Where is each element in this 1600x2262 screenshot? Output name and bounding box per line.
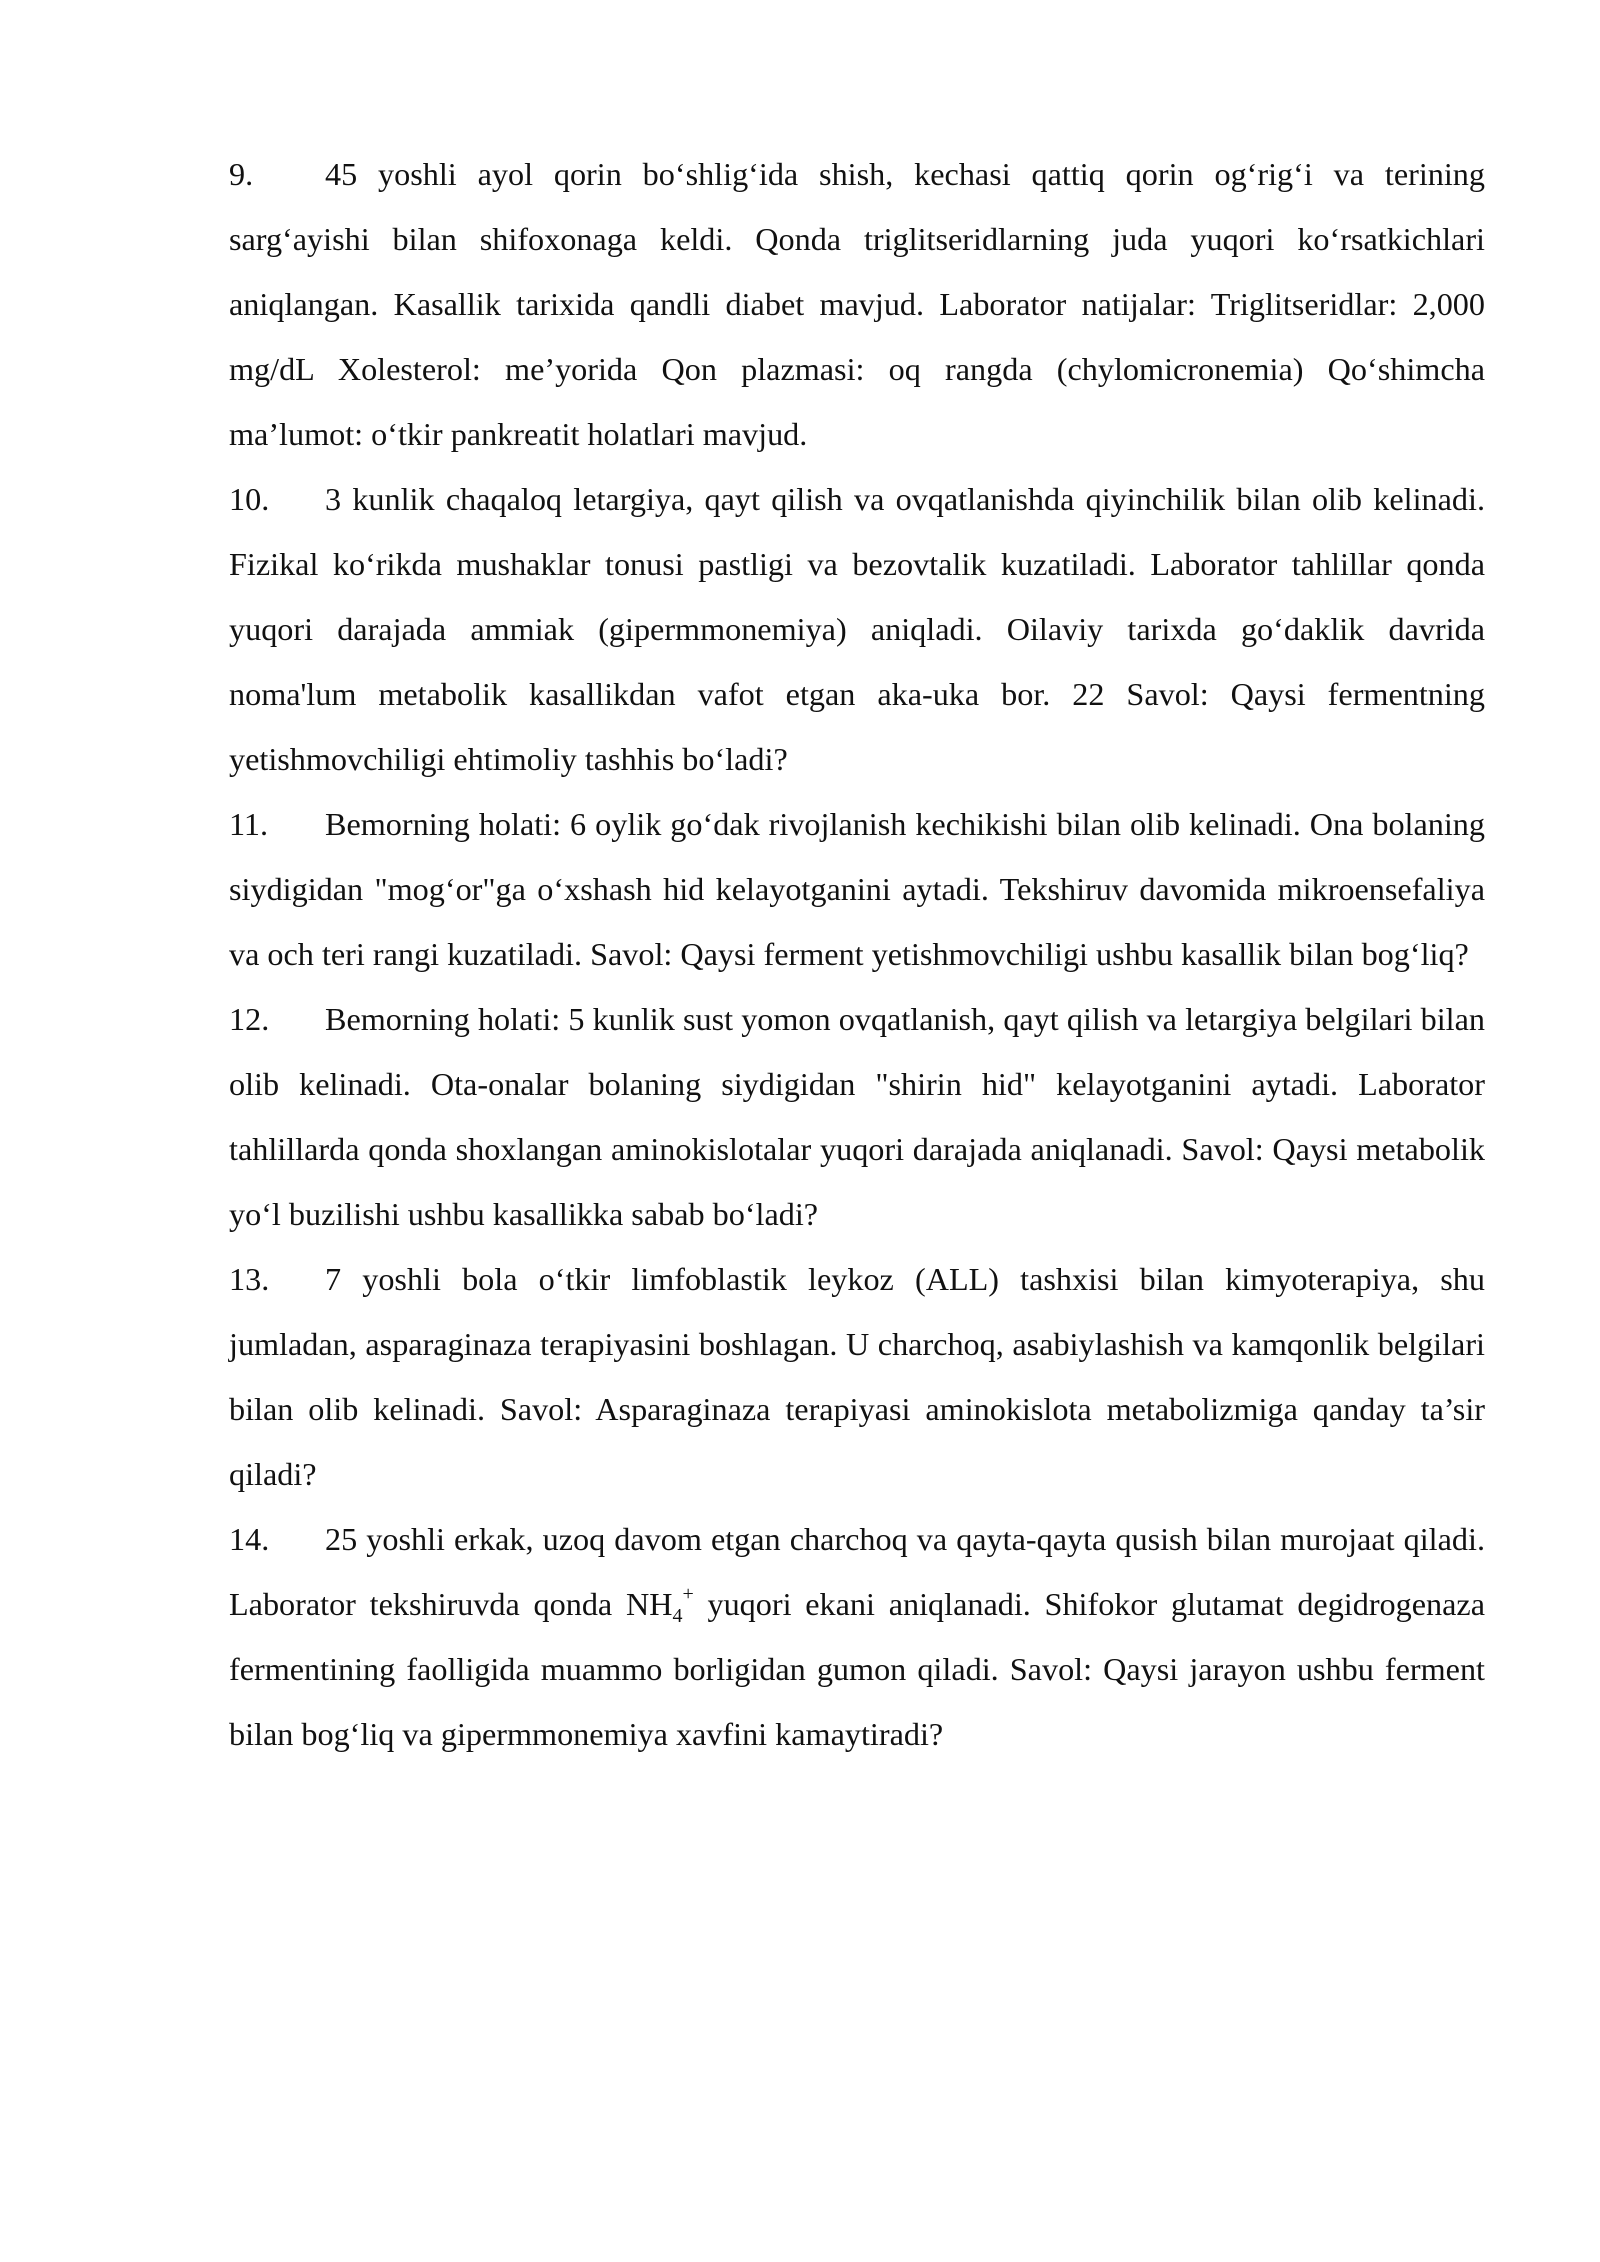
question-text: 3 kunlik chaqaloq letargiya, qayt qilish va ovqatlanishda qiyinchilik bilan olib kelinadi. Fizikal ko‘rikda mushaklar tonusi pastligi va bezovtalik kuzatiladi. Laborator tahlillar qonda yuqori darajada ammiak (gipermmonemiya) aniqladi. Oilaviy tarixda go‘daklik davrida noma'lum metabolik kasallikdan vafot etgan aka-uka bor. 22 Savol: Qaysi fermentning yetishmovchiligi ehtimoliy tashhis bo‘ladi? — [229, 481, 1485, 777]
question-number: 12. — [229, 1001, 270, 1037]
question-number: 9. — [229, 156, 254, 192]
question-text: Bemorning holati: 5 kunlik sust yomon ovqatlanish, qayt qilish va letargiya belgilari bilan olib kelinadi. Ota-onalar bolaning siydigidan "shirin hid" kelayotganini aytadi. Laborator tahlillarda qonda shoxlangan aminokislotalar yuqori darajada aniqlanadi. Savol: Qaysi metabolik yo‘l buzilishi ushbu kasallikka sabab bo‘ladi? — [229, 1001, 1485, 1232]
question-number: 11. — [229, 806, 269, 842]
ammonium-subscript: 4 — [672, 1605, 683, 1627]
question-item-13 — [229, 1247, 1485, 1507]
question-item-11 — [229, 792, 1485, 987]
question-number: 13. — [229, 1261, 270, 1297]
question-item-12 — [229, 987, 1485, 1247]
question-number: 10. — [229, 481, 270, 517]
question-item-10 — [229, 467, 1485, 792]
question-item-9 — [229, 142, 1485, 467]
question-text: 45 yoshli ayol qorin bo‘shlig‘ida shish, kechasi qattiq qorin og‘rig‘i va terining sarg‘ayishi bilan shifoxonaga keldi. Qonda triglitseridlarning juda yuqori ko‘rsatkichlari aniqlangan. Kasallik tarixida qandli diabet mavjud. Laborator natijalar: Triglitseridlar: 2,000 mg/dL Xolesterol: me’yorida Qon plazmasi: oq rangda (chylomicronemia) Qo‘shimcha ma’lumot: o‘tkir pankreatit holatlari mavjud. — [229, 156, 1485, 452]
ammonium-superscript: + — [682, 1583, 694, 1605]
question-list — [229, 142, 1485, 1767]
question-text-after: yuqori ekani aniqlanadi. Shifokor glutamat degidrogenaza fermentining faolligida muammo borligidan gumon qiladi. Savol: Qaysi jarayon ushbu ferment bilan bog‘liq va gipermmonemiya xavfini kamaytiradi? — [229, 1586, 1485, 1752]
question-text: 7 yoshli bola o‘tkir limfoblastik leykoz (ALL) tashxisi bilan kimyoterapiya, shu jumladan, asparaginaza terapiyasini boshlagan. U charchoq, asabiylashish va kamqonlik belgilari bilan olib kelinadi. Savol: Asparaginaza terapiyasi aminokislota metabolizmiga qanday ta’sir qiladi? — [229, 1261, 1485, 1492]
question-number: 14. — [229, 1521, 270, 1557]
question-item-14 — [229, 1507, 1485, 1767]
question-text-before: 25 yoshli erkak, uzoq davom etgan charchoq va qayta-qayta qusish bilan murojaat qiladi. Laborator tekshiruvda qonda NH — [229, 1521, 1485, 1622]
question-text: Bemorning holati: 6 oylik go‘dak rivojlanish kechikishi bilan olib kelinadi. Ona bolaning siydigidan "mog‘or"ga o‘xshash hid kelayotganini aytadi. Tekshiruv davomida mikroensefaliya va och teri rangi kuzatiladi. Savol: Qaysi ferment yetishmovchiligi ushbu kasallik bilan bog‘liq? — [229, 806, 1485, 972]
